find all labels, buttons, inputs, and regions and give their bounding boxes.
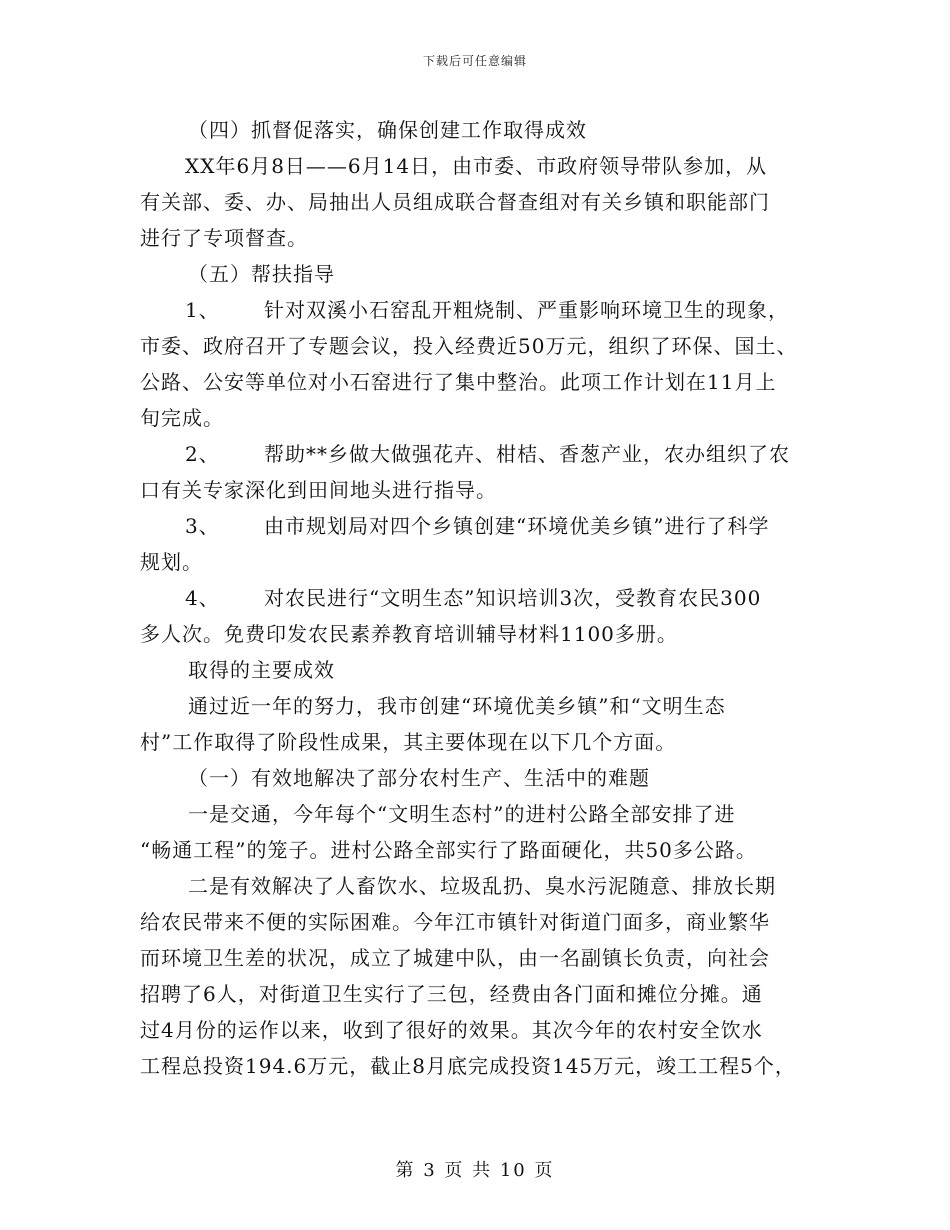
- paragraph-line: 过4月份的运作以来，收到了很好的效果。其次今年的农村安全饮水: [140, 1018, 763, 1042]
- section-heading: （四）抓督促落实，确保创建工作取得成效: [188, 118, 587, 142]
- numbered-item: [140, 580, 820, 616]
- paragraph-line: 工程总投资194.6万元，截止8月底完成投资145万元，竣工工程5个，: [140, 1054, 796, 1078]
- paragraph-line: 通过近一年的努力，我市创建“环境优美乡镇”和“文明生态: [188, 694, 726, 718]
- paragraph-line: 公路、公安等单位对小石窑进行了集中整治。此项工作计划在11月上: [140, 370, 777, 394]
- numbered-item: [140, 508, 820, 544]
- paragraph-line: 进行了专项督查。: [140, 226, 308, 250]
- page-header: 下载后可任意编辑: [422, 54, 527, 68]
- numbered-item: [140, 436, 820, 472]
- item-text: 对农民进行“文明生态”知识培训3次，受教育农民300: [264, 586, 762, 610]
- paragraph-line: 规划。: [140, 550, 203, 574]
- paragraph-line: 二是有效解决了人畜饮水、垃圾乱扔、臭水污泥随意、排放长期: [188, 874, 776, 898]
- paragraph-line: XX年6月8日——6月14日，由市委、市政府领导带队参加，从: [185, 154, 768, 178]
- paragraph-line: 招聘了6人，对街道卫生实行了三包，经费由各门面和摊位分摊。通: [140, 982, 763, 1006]
- page-footer: 第 3 页 共 10 页: [395, 1160, 555, 1181]
- section-heading: 取得的主要成效: [188, 658, 335, 682]
- item-number: 1、: [185, 298, 220, 322]
- item-text: 由市规划局对四个乡镇创建“环境优美乡镇”进行了科学: [264, 514, 770, 538]
- section-heading: （五）帮扶指导: [188, 262, 335, 286]
- paragraph-line: 一是交通，今年每个“文明生态村”的进村公路全部安排了进: [188, 802, 736, 826]
- paragraph-line: 旬完成。: [140, 406, 224, 430]
- item-text: 针对双溪小石窑乱开粗烧制、严重影响环境卫生的现象，: [264, 298, 789, 322]
- item-number: 2、: [185, 442, 220, 466]
- item-number: 3、: [185, 514, 220, 538]
- paragraph-line: 有关部、委、办、局抽出人员组成联合督查组对有关乡镇和职能部门: [140, 190, 770, 214]
- numbered-item: [140, 292, 820, 328]
- item-number: 4、: [185, 586, 220, 610]
- paragraph-line: 口有关专家深化到田间地头进行指导。: [140, 478, 497, 502]
- document-body: [140, 112, 820, 1084]
- paragraph-line: 村”工作取得了阶段性成果，其主要体现在以下几个方面。: [140, 730, 677, 754]
- paragraph-line: 市委、政府召开了专题会议，投入经费近50万元，组织了环保、国土、: [140, 334, 798, 358]
- section-heading: （一）有效地解决了部分农村生产、生活中的难题: [188, 766, 650, 790]
- paragraph-line: “畅通工程”的笼子。进村公路全部实行了路面硬化，共50多公路。: [140, 838, 757, 862]
- paragraph-line: 而环境卫生差的状况，成立了城建中队，由一名副镇长负责，向社会: [140, 946, 770, 970]
- paragraph-line: 给农民带来不便的实际困难。今年江市镇针对街道门面多，商业繁华: [140, 910, 770, 934]
- item-text: 帮助**乡做大做强花卉、柑桔、香葱产业，农办组织了农: [264, 442, 790, 466]
- paragraph-line: 多人次。免费印发农民素养教育培训辅导材料1100多册。: [140, 622, 678, 646]
